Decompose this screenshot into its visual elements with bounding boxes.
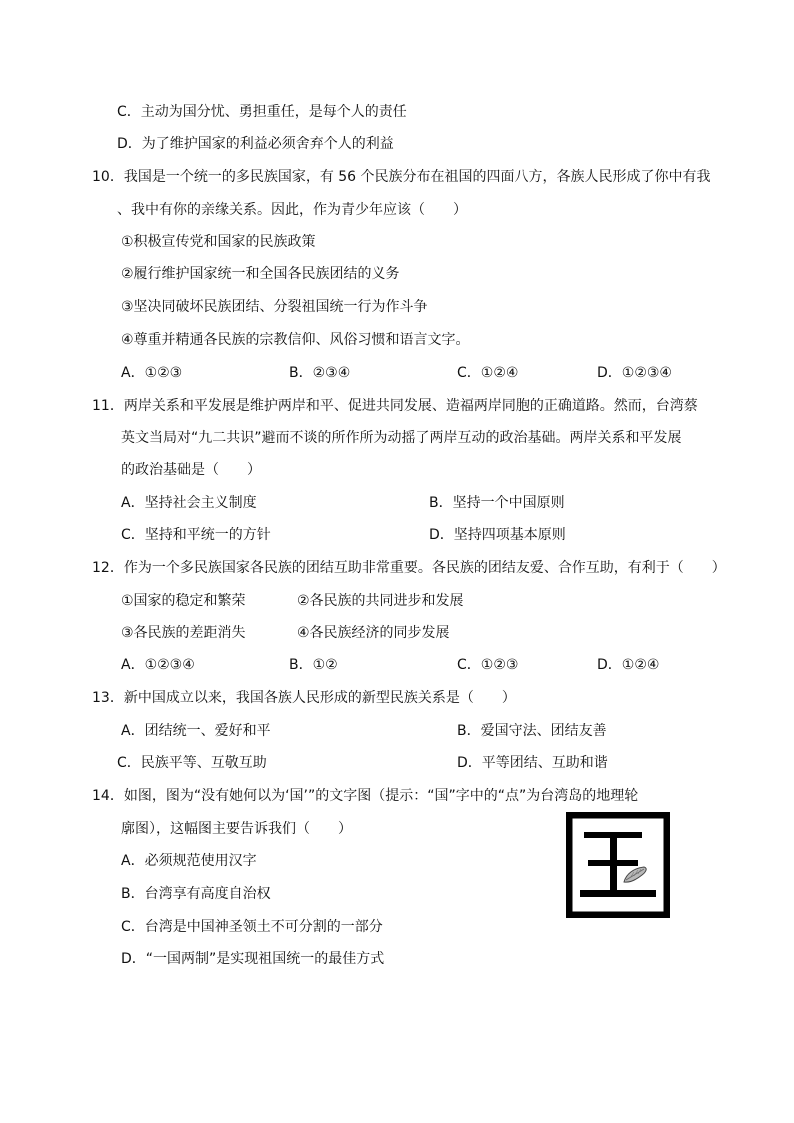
- q12-stem: 12．作为一个多民族国家各民族的团结互助非常重要。各民族的团结友爱、合作互助，有利于（ ）: [92, 560, 726, 576]
- q10-option-a: A．①②③: [121, 365, 183, 381]
- q10-option-d: D．①②③④: [597, 365, 672, 381]
- q12-option-b: B．①②: [289, 657, 338, 673]
- q10-item-2: ②履行维护国家统一和全国各民族团结的义务: [121, 266, 400, 282]
- q10-option-b: B．②③④: [289, 365, 351, 381]
- q13-option-c: C．民族平等、互敬互助: [117, 755, 267, 771]
- q11-stem-line1: 11．两岸关系和平发展是维护两岸和平、促进共同发展、造福两岸同胞的正确道路。然而，台湾蔡: [92, 398, 698, 414]
- q13-option-a: A．团结统一、爱好和平: [121, 723, 271, 739]
- taiwan-island-icon: [624, 867, 646, 882]
- q10-stem-line1: 10．我国是一个统一的多民族国家，有 56 个民族分布在祖国的四面八方，各族人民形成了你中有我: [92, 169, 711, 185]
- q10-option-c: C．①②④: [457, 365, 519, 381]
- guo-stroke-vertical: [610, 832, 617, 892]
- guo-stroke-bottom: [580, 890, 656, 897]
- q14-stem-line2: 廓图），这幅图主要告诉我们（ ）: [121, 821, 352, 837]
- q10-item-4: ④尊重并精通各民族的宗教信仰、风俗习惯和语言文字。: [121, 332, 470, 348]
- q11-option-c: C．坚持和平统一的方针: [121, 527, 271, 543]
- q12-option-a: A．①②③④: [121, 657, 195, 673]
- q11-option-a: A．坚持社会主义制度: [121, 495, 257, 511]
- q9-option-c: C．主动为国分忧、勇担重任，是每个人的责任: [117, 104, 407, 120]
- q13-option-d: D．平等团结、互助和谐: [457, 755, 608, 771]
- q14-option-b: B．台湾享有高度自治权: [121, 886, 271, 902]
- q13-stem: 13．新中国成立以来，我国各族人民形成的新型民族关系是（ ）: [92, 690, 516, 706]
- q10-item-1: ①积极宣传党和国家的民族政策: [121, 234, 316, 250]
- guo-character-figure: [566, 812, 670, 918]
- q12-item-3: ③各民族的差距消失: [121, 625, 246, 641]
- q12-item-2: ②各民族的共同进步和发展: [297, 593, 464, 609]
- q14-option-a: A．必须规范使用汉字: [121, 853, 257, 869]
- q10-item-3: ③坚决同破坏民族团结、分裂祖国统一行为作斗争: [121, 299, 428, 315]
- q11-option-d: D．坚持四项基本原则: [429, 527, 566, 543]
- q14-stem-line1: 14．如图，图为“没有她何以为‘国’”的文字图（提示：“国”字中的“点”为台湾岛的地理轮: [92, 788, 639, 804]
- q11-option-b: B．坚持一个中国原则: [429, 495, 565, 511]
- q13-option-b: B．爱国守法、团结友善: [457, 723, 607, 739]
- q11-stem-line2: 英文当局对“九二共识”避而不谈的所作所为动摇了两岸互动的政治基础。两岸关系和平发展: [121, 430, 682, 446]
- q9-option-d: D．为了维护国家的利益必须舍弃个人的利益: [117, 136, 394, 152]
- q14-option-c: C．台湾是中国神圣领土不可分割的一部分: [121, 919, 383, 935]
- q10-stem-line2: 、我中有你的亲缘关系。因此，作为青少年应该（ ）: [117, 202, 467, 218]
- q14-option-d: D．“一国两制”是实现祖国统一的最佳方式: [121, 951, 385, 967]
- q12-item-4: ④各民族经济的同步发展: [297, 625, 450, 641]
- q12-option-d: D．①②④: [597, 657, 660, 673]
- q12-item-1: ①国家的稳定和繁荣: [121, 593, 246, 609]
- q12-option-c: C．①②③: [457, 657, 519, 673]
- q11-stem-line3: 的政治基础是（ ）: [121, 462, 261, 478]
